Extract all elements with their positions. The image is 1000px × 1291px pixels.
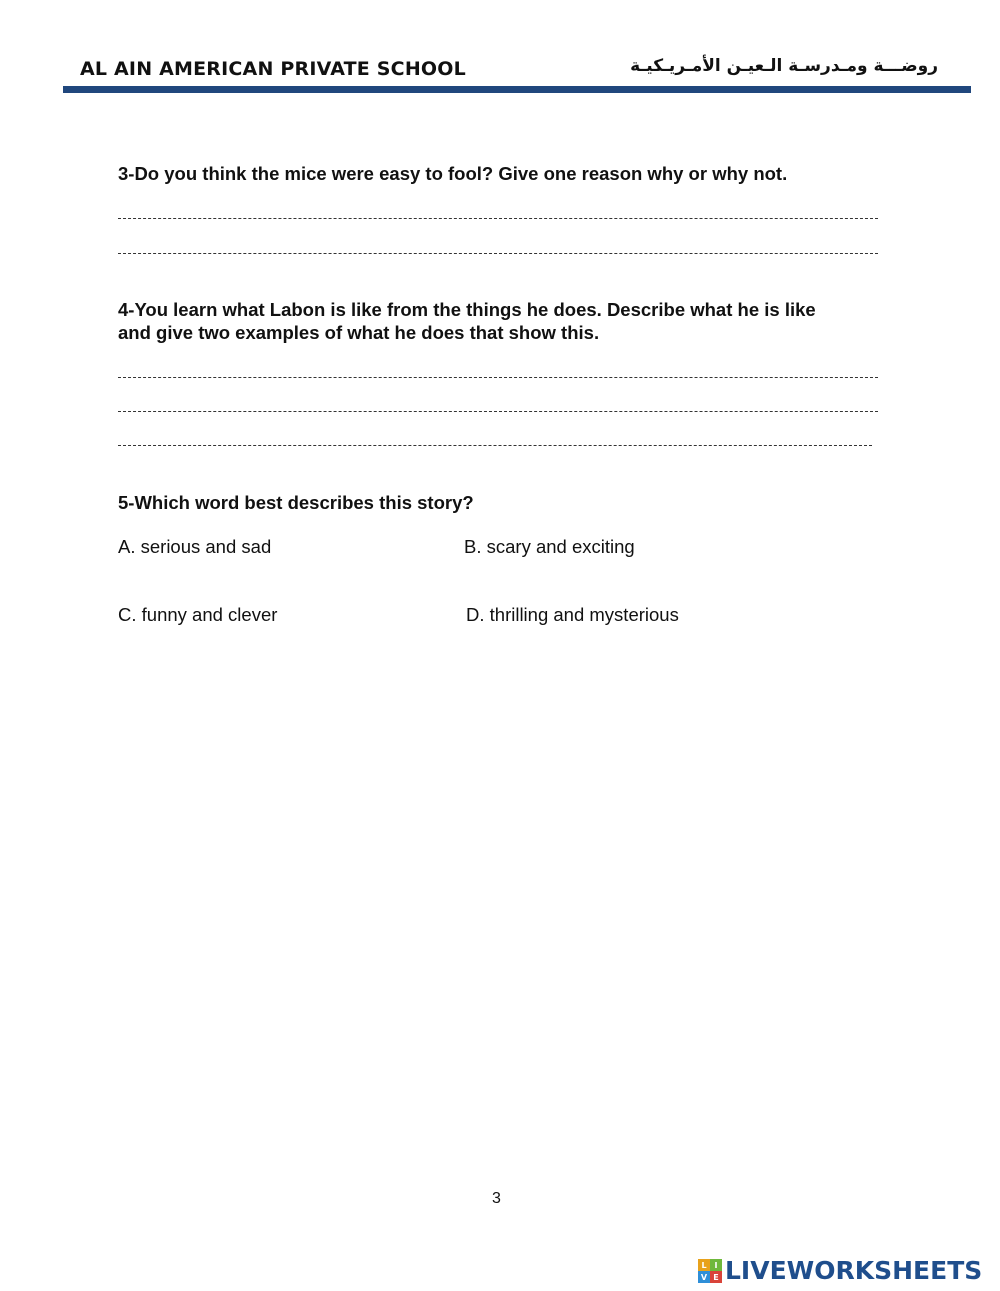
logo-letter-v: V <box>698 1271 710 1283</box>
question-4-answer-line-3[interactable] <box>118 445 872 446</box>
logo-letter-i: I <box>710 1259 722 1271</box>
question-5-option-d[interactable]: D. thrilling and mysterious <box>466 604 679 625</box>
school-name-arabic: روضـــة ومـدرسـة الـعيـن الأمـريـكيـة <box>630 56 938 76</box>
question-4-answer-line-2[interactable] <box>118 411 878 412</box>
question-4-text: 4-You learn what Labon is like from the things he does. Describe what he is like and give two examples of what he does that show this. <box>118 299 816 343</box>
header-divider <box>63 86 971 93</box>
question-5-option-b[interactable]: B. scary and exciting <box>464 536 635 557</box>
logo-letter-l: L <box>698 1259 710 1271</box>
question-5-text: 5-Which word best describes this story? <box>118 492 474 513</box>
question-3-answer-line-2[interactable] <box>118 253 878 254</box>
logo-letter-e: E <box>710 1271 722 1283</box>
liveworksheets-wordmark: LIVEWORKSHEETS <box>725 1256 983 1285</box>
question-5-option-a[interactable]: A. serious and sad <box>118 536 272 557</box>
question-3-text: 3-Do you think the mice were easy to fool? Give one reason why or why not. <box>118 163 788 184</box>
school-name-english: AL AIN AMERICAN PRIVATE SCHOOL <box>80 58 466 80</box>
page-number: 3 <box>492 1190 501 1207</box>
question-3-answer-line-1[interactable] <box>118 218 878 219</box>
liveworksheets-icon <box>698 1259 722 1283</box>
liveworksheets-logo <box>698 1256 982 1286</box>
question-5-option-c[interactable]: C. funny and clever <box>118 604 278 625</box>
question-4-answer-line-1[interactable] <box>118 377 878 378</box>
